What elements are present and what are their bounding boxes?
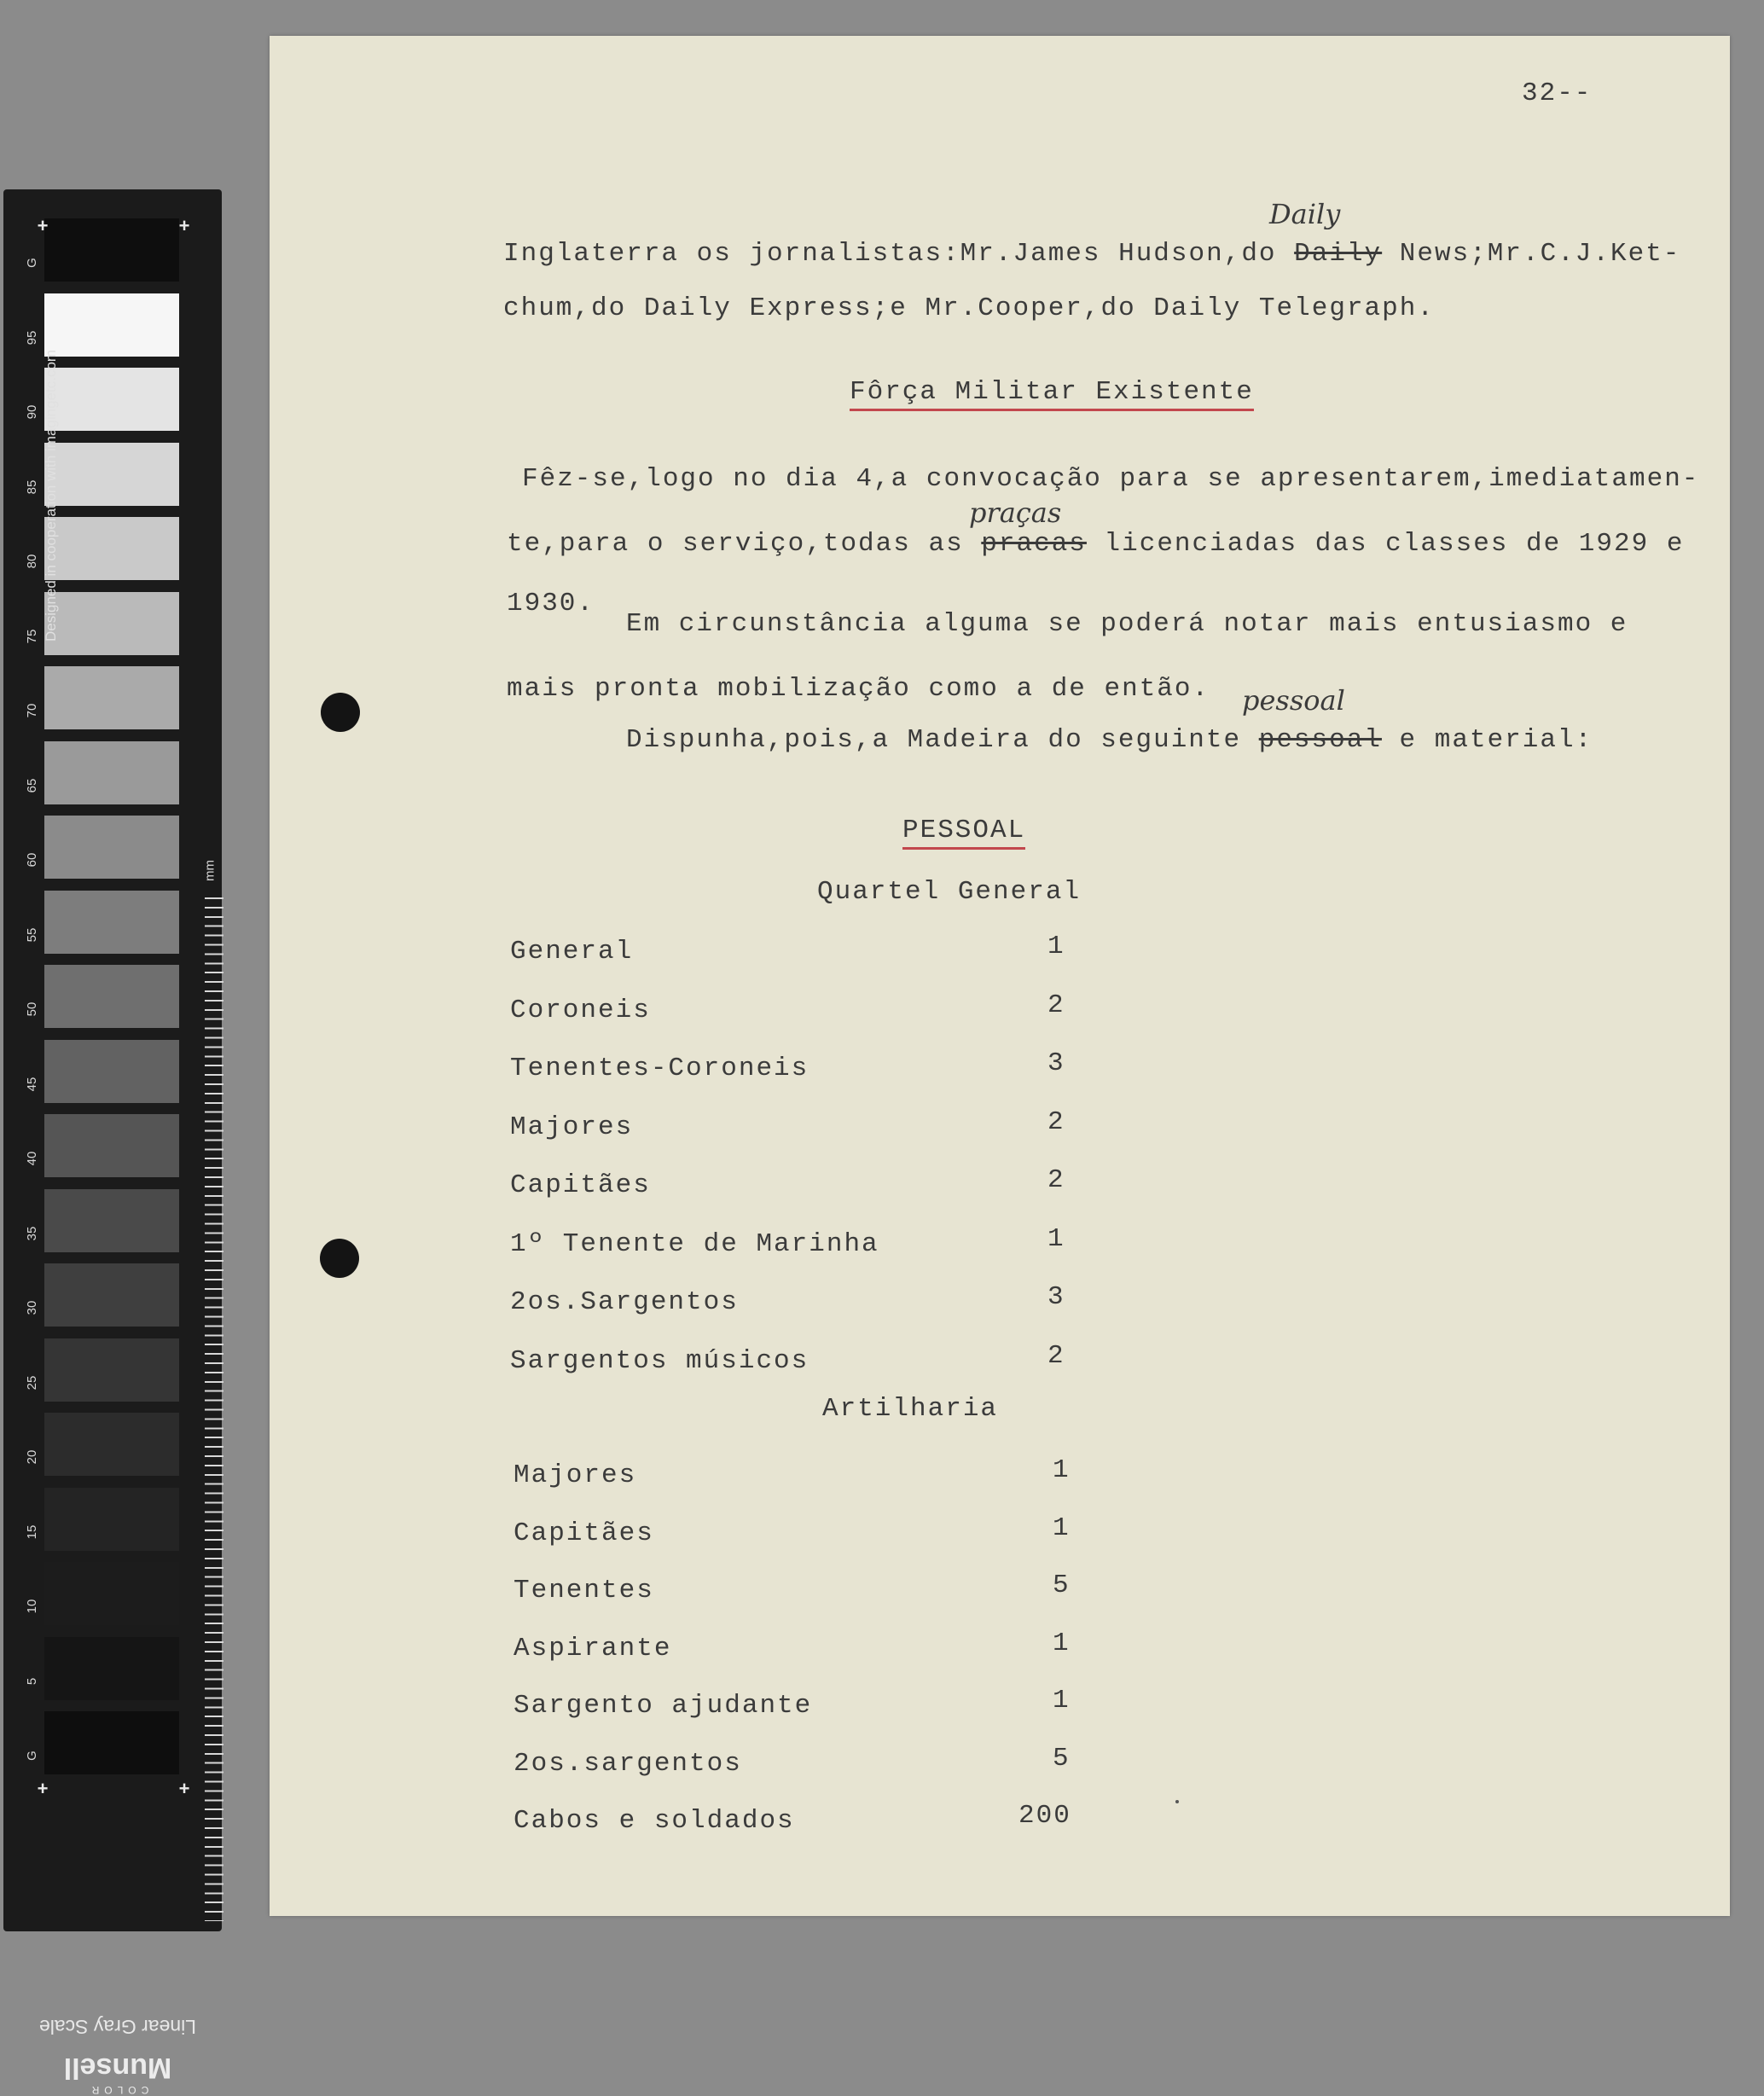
gray-patch: [44, 1189, 179, 1252]
hq-row-count: 3: [1047, 1282, 1065, 1312]
ruler-unit: mm: [202, 860, 218, 881]
plus-mark-icon: +: [178, 1778, 190, 1799]
artillery-row-rank: Cabos e soldados: [514, 1806, 795, 1836]
para3-text-b: e material:: [1381, 725, 1593, 755]
typed-page: [270, 36, 1730, 1916]
plus-mark-icon: +: [37, 1778, 49, 1799]
hq-row-count: 2: [1047, 1106, 1065, 1137]
artillery-row-rank: Majores: [514, 1460, 637, 1490]
intro-text-b: News;Mr.C.J.Ket-: [1382, 239, 1681, 269]
artillery-row-count: 1: [1053, 1628, 1071, 1658]
struck-word: Daily: [1294, 239, 1383, 269]
artillery-row-count: 1: [1053, 1455, 1071, 1485]
munsell-logo: [49, 2051, 186, 2096]
personnel-title: [902, 816, 1025, 846]
gray-patch: [44, 592, 179, 655]
hq-row-rank: Majores: [510, 1112, 634, 1142]
gray-patch: [44, 1040, 179, 1103]
artillery-row-rank: Sargento ajudante: [514, 1691, 813, 1721]
para1-line-3: 1930.: [507, 589, 595, 618]
scale-mark: 80: [25, 554, 39, 569]
hq-row-rank: Capitães: [510, 1170, 651, 1200]
artillery-row-rank: 2os.sargentos: [514, 1748, 742, 1779]
punch-hole: [320, 1239, 359, 1278]
scale-mark: 30: [25, 1300, 39, 1315]
scale-mark: 70: [25, 703, 39, 718]
gray-scale-card: [3, 189, 222, 2096]
gray-patch: [44, 293, 179, 357]
gray-patch: [44, 666, 179, 729]
handwritten-correction: praças: [969, 496, 1062, 529]
artillery-row-rank: Aspirante: [514, 1633, 672, 1663]
section-title-text: Fôrça Militar Existente: [850, 377, 1254, 411]
gray-patch: [44, 1413, 179, 1476]
hq-row-count: 1: [1047, 1223, 1065, 1254]
page-number: 32--: [1522, 78, 1593, 108]
scale-mark: 5: [25, 1677, 39, 1685]
card-scale-label: Linear Gray Scale: [38, 2016, 197, 2038]
intro-line-2: chum,do Daily Express;e Mr.Cooper,do Daily Telegraph.: [503, 293, 1435, 323]
scale-mark: 65: [25, 778, 39, 793]
hq-row-rank: 2os.Sargentos: [510, 1287, 739, 1317]
gray-patch: [44, 368, 179, 431]
intro-text-a: Inglaterra os jornalistas:Mr.James Hudson,do: [503, 239, 1295, 269]
hq-row-rank: Coroneis: [510, 995, 651, 1025]
gray-patch: [44, 1338, 179, 1402]
plus-mark-icon: +: [178, 215, 190, 236]
gray-patch: [44, 1263, 179, 1327]
hq-row-count: 1: [1047, 932, 1065, 961]
para1-text-a: te,para o serviço,todas as: [507, 529, 982, 559]
para1-text-b: licenciadas das classes de 1929 e: [1086, 529, 1685, 559]
artillery-row-count: 5: [1053, 1571, 1071, 1600]
artillery-row-count: 200: [1018, 1801, 1071, 1831]
brand-sub: COLOR: [86, 2084, 149, 2096]
gray-patch: [44, 517, 179, 580]
gray-patch: [44, 1562, 179, 1625]
scale-mark: 55: [25, 927, 39, 942]
scale-mark: 75: [25, 629, 39, 643]
hq-title: Quartel General: [817, 877, 1082, 907]
scale-mark: 95: [25, 330, 39, 345]
hq-row-rank: General: [510, 937, 634, 967]
hq-row-count: 2: [1047, 990, 1065, 1020]
gray-patch: [44, 741, 179, 804]
scale-mark: 15: [25, 1524, 39, 1539]
scale-mark: 25: [25, 1375, 39, 1390]
hq-row-count: 2: [1047, 1340, 1065, 1371]
hq-row-count: 3: [1047, 1048, 1065, 1078]
gray-patch: [44, 218, 179, 282]
scale-mark: 45: [25, 1077, 39, 1091]
scale-mark: 35: [25, 1226, 39, 1240]
card-credit: Designed in cooperation with imagingetc.com: [43, 349, 59, 642]
gray-patch: [44, 1711, 179, 1774]
gray-patch: [44, 1637, 179, 1700]
gray-patch: [44, 443, 179, 506]
scale-mark: G: [25, 258, 39, 268]
hq-row-count: 2: [1047, 1165, 1065, 1195]
hq-row-rank: Sargentos músicos: [510, 1345, 809, 1376]
handwritten-correction: pessoal: [1242, 684, 1345, 717]
gray-patch: [44, 816, 179, 879]
para3-text-a: Dispunha,pois,a Madeira do seguinte: [626, 725, 1259, 755]
scale-mark: 85: [25, 479, 39, 494]
artillery-row-count: 5: [1053, 1743, 1071, 1774]
punch-hole: [321, 693, 360, 732]
personnel-title-text: PESSOAL: [902, 816, 1025, 850]
hq-row-rank: Tenentes-Coroneis: [510, 1054, 809, 1083]
para1-line-1: Fêz-se,logo no dia 4,a convocação para se apresentarem,imediatamen-: [522, 464, 1700, 494]
plus-mark-icon: +: [37, 215, 49, 236]
para1-line-2: [507, 529, 1684, 560]
scale-mark: 20: [25, 1449, 39, 1465]
artillery-row-count: 1: [1053, 1512, 1071, 1543]
artillery-row-rank: Tenentes: [514, 1576, 654, 1605]
intro-line-1: [503, 239, 1680, 270]
scale-mark: 50: [25, 1002, 39, 1017]
para2-line-2: mais pronta mobilização como a de então.: [507, 674, 1210, 704]
scale-mark: 90: [25, 404, 39, 420]
struck-word: pracas: [981, 529, 1087, 559]
gray-patch: [44, 1488, 179, 1551]
hq-row-rank: 1º Tenente de Marinha: [510, 1228, 879, 1259]
scale-mark: 40: [25, 1151, 39, 1166]
para3-line: [626, 725, 1593, 756]
gray-patch: [44, 1114, 179, 1177]
gray-patch: [44, 965, 179, 1028]
section-title: [850, 377, 1254, 408]
artillery-row-rank: Capitães: [514, 1518, 654, 1548]
struck-word: pessoal: [1258, 725, 1382, 755]
scale-mark: G: [25, 1751, 39, 1761]
brand-name: Munsell: [63, 2052, 172, 2084]
gray-patch: [44, 891, 179, 954]
speck: [1175, 1800, 1179, 1803]
scale-mark: 60: [25, 852, 39, 868]
artillery-title: Artilharia: [822, 1394, 999, 1424]
artillery-row-count: 1: [1053, 1686, 1071, 1716]
scale-mark: 10: [25, 1599, 39, 1614]
handwritten-correction: Daily: [1269, 198, 1341, 230]
para2-line-1: Em circunstância alguma se poderá notar mais entusiasmo e: [626, 609, 1628, 639]
mm-ruler: [205, 897, 223, 1921]
